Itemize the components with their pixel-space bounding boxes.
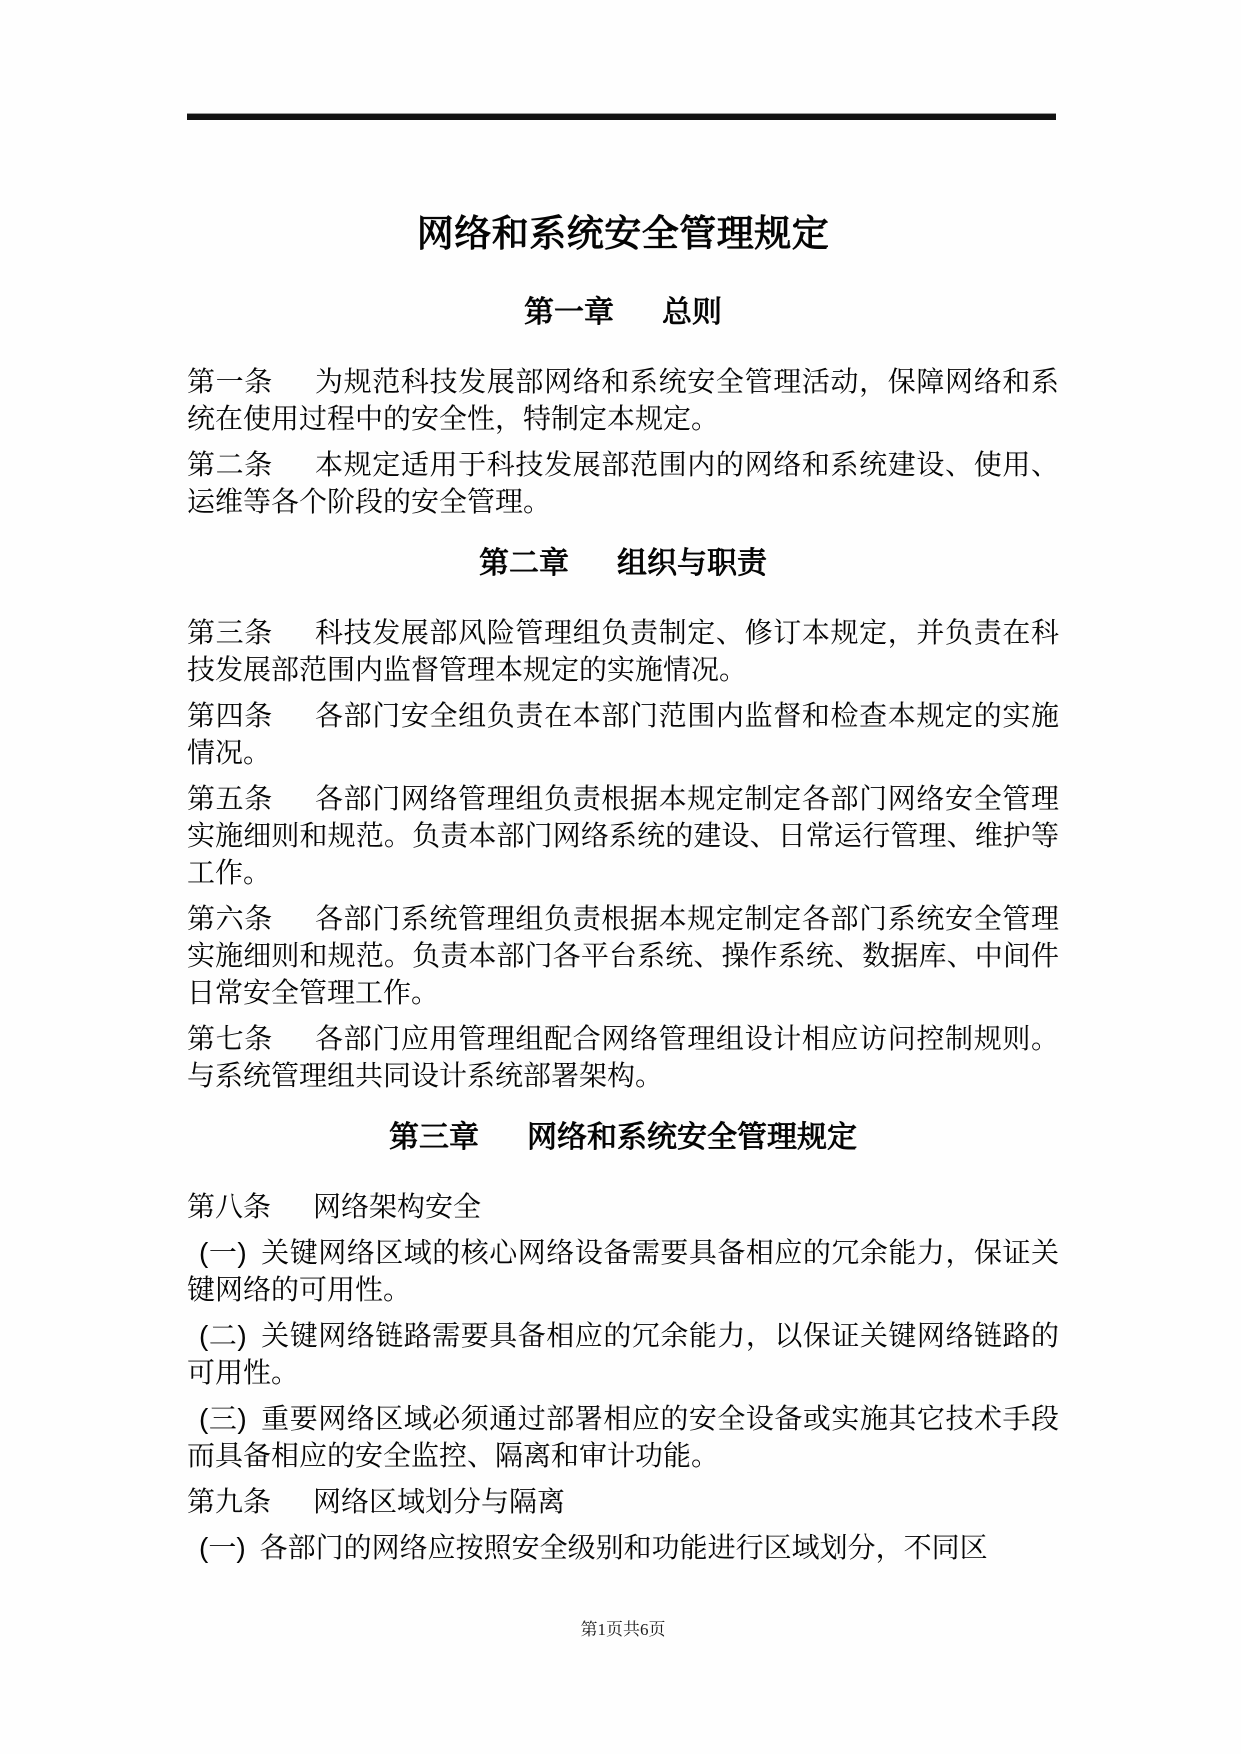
clause-text: 各部门的网络应按照安全级别和功能进行区域划分，不同区 xyxy=(259,1532,988,1563)
chapter-heading xyxy=(187,1122,1059,1153)
article-text: 网络区域划分与隔离 xyxy=(313,1486,566,1517)
chapter-number: 第二章 xyxy=(479,547,569,580)
chapter-heading xyxy=(187,548,1059,579)
article-paragraph xyxy=(187,780,1059,891)
clause-paragraph xyxy=(187,1317,1059,1391)
chapter-number: 第三章 xyxy=(389,1121,479,1154)
article-number: 第一条 xyxy=(187,366,273,397)
chapter-title: 总则 xyxy=(662,296,722,329)
article-number: 第四条 xyxy=(187,700,273,731)
clause-number: (三) xyxy=(199,1403,247,1434)
article-text: 各部门系统管理组负责根据本规定制定各部门系统安全管理实施细则和规范。负责本部门各平台系统、操作系统、数据库、中间件日常安全管理工作。 xyxy=(187,903,1059,1008)
chapter-number: 第一章 xyxy=(524,296,614,329)
article-paragraph xyxy=(187,697,1059,771)
clause-paragraph xyxy=(187,1234,1059,1308)
page-footer: 第1页共6页 xyxy=(580,1620,666,1639)
clause-text: 重要网络区域必须通过部署相应的安全设备或实施其它技术手段而具备相应的安全监控、隔离和审计功能。 xyxy=(187,1403,1059,1471)
article-number: 第六条 xyxy=(187,903,273,934)
clause-paragraph xyxy=(187,1400,1059,1474)
document-content xyxy=(187,0,1059,1575)
clause-text: 关键网络链路需要具备相应的冗余能力，以保证关键网络链路的可用性。 xyxy=(187,1320,1059,1388)
chapter-heading xyxy=(187,297,1059,328)
article-number: 第八条 xyxy=(187,1191,272,1222)
article-number: 第五条 xyxy=(187,783,273,814)
article-number: 第三条 xyxy=(187,617,273,648)
clause-text: 关键网络区域的核心网络设备需要具备相应的冗余能力，保证关键网络的可用性。 xyxy=(187,1237,1059,1305)
clause-paragraph xyxy=(187,1529,1059,1566)
article-text: 各部门安全组负责在本部门范围内监督和检查本规定的实施情况。 xyxy=(187,700,1059,768)
article-number: 第七条 xyxy=(187,1023,273,1054)
article-paragraph xyxy=(187,1483,1059,1520)
chapter-title: 组织与职责 xyxy=(617,547,767,580)
article-text: 科技发展部风险管理组负责制定、修订本规定，并负责在科技发展部范围内监督管理本规定的实施情况。 xyxy=(187,617,1059,685)
article-text: 为规范科技发展部网络和系统安全管理活动，保障网络和系统在使用过程中的安全性，特制定本规定。 xyxy=(187,366,1059,434)
article-text: 网络架构安全 xyxy=(313,1191,482,1222)
article-number: 第二条 xyxy=(187,449,273,480)
article-paragraph xyxy=(187,363,1059,437)
chapter-title: 网络和系统安全管理规定 xyxy=(527,1121,857,1154)
clause-number: (一) xyxy=(199,1532,246,1563)
article-paragraph xyxy=(187,1020,1059,1094)
article-paragraph xyxy=(187,900,1059,1011)
clause-number: (二) xyxy=(199,1320,247,1351)
article-text: 各部门应用管理组配合网络管理组设计相应访问控制规则。与系统管理组共同设计系统部署架构。 xyxy=(187,1023,1059,1091)
article-text: 本规定适用于科技发展部范围内的网络和系统建设、使用、运维等各个阶段的安全管理。 xyxy=(187,449,1059,517)
article-paragraph xyxy=(187,614,1059,688)
article-paragraph xyxy=(187,1188,1059,1225)
article-paragraph xyxy=(187,446,1059,520)
clause-number: (一) xyxy=(199,1237,247,1268)
document-title: 网络和系统安全管理规定 xyxy=(416,213,830,254)
article-text: 各部门网络管理组负责根据本规定制定各部门网络安全管理实施细则和规范。负责本部门网络系统的建设、日常运行管理、维护等工作。 xyxy=(187,783,1059,888)
article-number: 第九条 xyxy=(187,1486,272,1517)
